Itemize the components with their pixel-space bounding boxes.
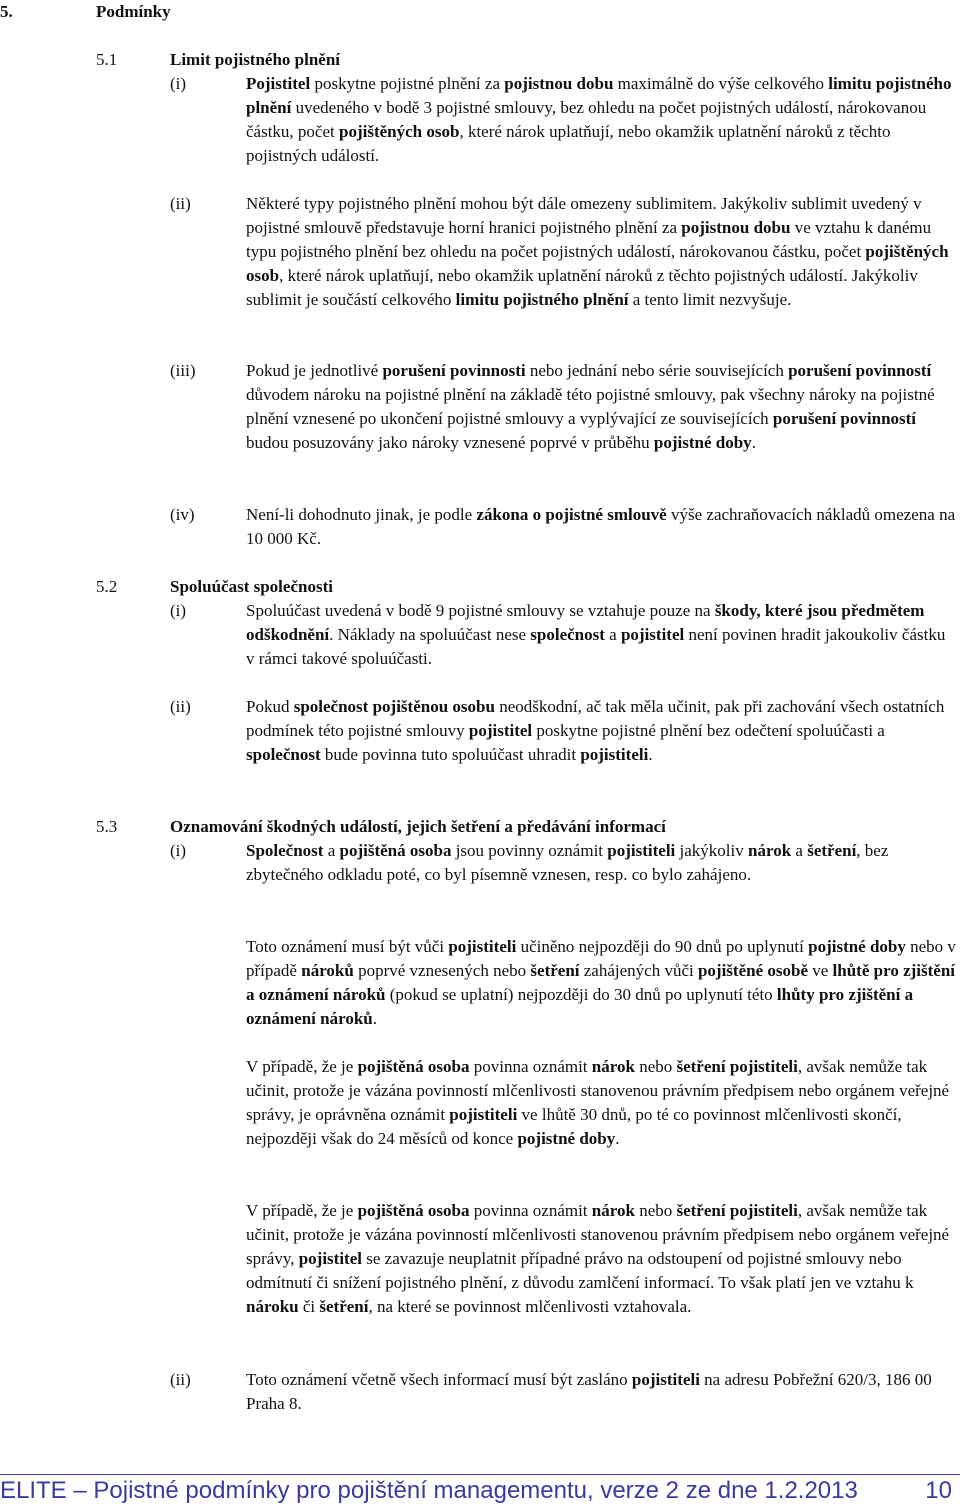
paragraph-text: Pokud společnost pojištěnou osobu neodškodní, ač tak měla učinit, pak při zachování všech ostatních podmínek této pojistné smlouvy pojistitel poskytne pojistné plnění bez odečtení spoluúčasti a společnost bude povinna tuto spoluúčast uhradit pojistiteli. xyxy=(246,697,945,764)
defined-term: šetření xyxy=(530,961,580,980)
item-label: (i) xyxy=(170,601,187,620)
chapter-heading xyxy=(0,0,171,24)
defined-term: pojistné doby xyxy=(808,937,906,956)
paragraph-5-1-iv xyxy=(246,503,956,551)
section-5-2-heading xyxy=(96,575,916,599)
paragraph-5-3-i-a xyxy=(246,839,956,887)
defined-term: pojištěná osoba xyxy=(339,841,452,860)
section-number: 5.1 xyxy=(96,50,118,69)
defined-term: porušení povinnosti xyxy=(382,361,526,380)
chapter-number: 5. xyxy=(0,2,13,21)
section-title: Oznamování škodných událostí, jejich šetření a předávání informací xyxy=(170,817,666,836)
paragraph-5-2-ii xyxy=(246,695,956,767)
defined-term: Pojistitel xyxy=(246,74,311,93)
defined-term: pojistitel xyxy=(298,1249,362,1268)
paragraph-5-3-i-d xyxy=(246,1199,956,1319)
defined-term: pojistitel xyxy=(620,625,685,644)
defined-term: škody, které jsou předmětem odškodnění xyxy=(246,601,925,644)
section-5-3-heading xyxy=(96,815,916,839)
defined-term: nároku xyxy=(246,1297,299,1316)
page-footer xyxy=(0,1474,960,1504)
section-title: Spoluúčast společnosti xyxy=(170,577,333,596)
defined-term: lhůty pro zjištění a oznámení nároků xyxy=(246,985,914,1028)
defined-term: pojištěná osoba xyxy=(357,1201,470,1220)
defined-term: pojistiteli xyxy=(449,1105,518,1124)
paragraph-5-1-i xyxy=(246,72,956,168)
defined-term: pojištěná osoba xyxy=(357,1057,470,1076)
defined-term: pojistiteli xyxy=(631,1370,700,1389)
defined-term: porušení povinností xyxy=(772,409,917,428)
defined-term: pojistitel xyxy=(468,721,533,740)
paragraph-text: Není-li dohodnuto jinak, je podle zákona o pojistné smlouvě výše zachraňovacích nákladů omezena na 10 000 Kč. xyxy=(246,505,956,548)
paragraph-5-1-iii xyxy=(246,359,956,455)
item-label: (iv) xyxy=(170,505,195,524)
defined-term: nárok xyxy=(591,1201,635,1220)
item-label: (ii) xyxy=(170,194,191,213)
paragraph-text: V případě, že je pojištěná osoba povinna oznámit nárok nebo šetření pojistiteli, avšak nemůže tak učinit, protože je vázána povinností mlčenlivosti stanovenou právním předpisem nebo orgánem veřejné správy, pojistitel se zavazuje neuplatnit případné právo na odstoupení od pojistné smlouvy nebo odmítnutí či snížení pojistného plnění, z důvodu zamlčení informací. To však platí jen ve vztahu k nároku či šetření, na které se povinnost mlčenlivosti vztahovala. xyxy=(246,1201,950,1316)
paragraph-text: Pojistitel poskytne pojistné plnění za pojistnou dobu maximálně do výše celkového limitu pojistného plnění uvedeného v bodě 3 pojistné smlouvy, bez ohledu na počet pojistných událostí, nárokovanou částku, počet pojištěných osob, které nárok uplatňují, nebo okamžik uplatnění nároků z těchto pojistných událostí. xyxy=(246,74,952,165)
defined-term: nároků xyxy=(301,961,354,980)
defined-term: pojistnou dobu xyxy=(681,218,791,237)
paragraph-text: Toto oznámení musí být vůči pojistiteli učiněno nejpozději do 90 dnů po uplynutí pojistné doby nebo v případě nároků poprvé vznesených nebo šetření zahájených vůči pojištěné osobě ve lhůtě pro zjištění a oznámení nároků (pokud se uplatní) nejpozději do 30 dnů po uplynutí této lhůty pro zjištění a oznámení nároků. xyxy=(246,937,956,1028)
paragraph-text: Společnost a pojištěná osoba jsou povinny oznámit pojistiteli jakýkoliv nárok a šetření, bez zbytečného odkladu poté, co byl písemně vznesen, resp. co bylo zahájeno. xyxy=(246,841,889,884)
defined-term: pojištěných osob xyxy=(339,122,460,141)
item-label: (ii) xyxy=(170,1370,191,1389)
defined-term: limitu pojistného plnění xyxy=(246,74,952,117)
defined-term: zákona o pojistné smlouvě xyxy=(476,505,667,524)
defined-term: pojistné doby xyxy=(517,1129,616,1148)
defined-term: šetření pojistiteli xyxy=(676,1057,798,1076)
item-label: (iii) xyxy=(170,361,196,380)
defined-term: nárok xyxy=(591,1057,635,1076)
defined-term: společnost xyxy=(246,745,321,764)
paragraph-5-3-ii xyxy=(246,1368,956,1416)
section-5-1-heading xyxy=(96,48,916,72)
paragraph-text: Některé typy pojistného plnění mohou být dále omezeny sublimitem. Jakýkoliv sublimit uvedený v pojistné smlouvě představuje horní hranici pojistného plnění za pojistnou dobu ve vztahu k danému typu pojistného plnění bez ohledu na počet pojistných událostí, nárokovanou částku, počet pojištěných osob, které nárok uplatňují, nebo okamžik uplatnění nároků z těchto pojistných událostí. Jakýkoliv sublimit je součástí celkového limitu pojistného plnění a tento limit nezvyšuje. xyxy=(246,194,949,309)
item-label: (ii) xyxy=(170,697,191,716)
paragraph-text: V případě, že je pojištěná osoba povinna oznámit nárok nebo šetření pojistiteli, avšak nemůže tak učinit, protože je vázána povinností mlčenlivosti stanovenou právním předpisem nebo orgánem veřejné správy, je oprávněna oznámit pojistiteli ve lhůtě 30 dnů, po té co povinnost mlčenlivosti skončí, nejpozději však do 24 měsíců od konce pojistné doby. xyxy=(246,1057,950,1148)
defined-term: pojištěných osob xyxy=(246,242,949,285)
page-number: 10 xyxy=(925,1477,952,1504)
defined-term: nárok xyxy=(748,841,792,860)
section-title: Limit pojistného plnění xyxy=(170,50,341,69)
defined-term: šetření pojistiteli xyxy=(676,1201,798,1220)
paragraph-text: Spoluúčast uvedená v bodě 9 pojistné smlouvy se vztahuje pouze na škody, které jsou předmětem odškodnění. Náklady na spoluúčast nese společnost a pojistitel není povinen hradit jakoukoliv částku v rámci takové spoluúčasti. xyxy=(246,601,946,668)
item-label: (i) xyxy=(170,841,187,860)
defined-term: společnost xyxy=(530,625,605,644)
paragraph-text: Toto oznámení včetně všech informací musí být zasláno pojistiteli na adresu Pobřežní 620/3, 186 00 Praha 8. xyxy=(246,1370,932,1413)
paragraph-5-2-i xyxy=(246,599,956,671)
chapter-title: Podmínky xyxy=(96,2,171,21)
section-number: 5.2 xyxy=(96,577,118,596)
paragraph-5-3-i-b xyxy=(246,935,956,1031)
section-number: 5.3 xyxy=(96,817,118,836)
defined-term: pojištěné osobě xyxy=(697,961,808,980)
defined-term: šetření xyxy=(807,841,857,860)
paragraph-text: Pokud je jednotlivé porušení povinnosti nebo jednání nebo série souvisejících porušení povinností důvodem nároku na pojistné plnění na základě této pojistné smlouvy, pak všechny nároky na pojistné plnění vznesené po ukončení pojistné smlouvy a vyplývající ze souvisejících porušení povinností budou posuzovány jako nároky vznesené poprvé v průběhu pojistné doby. xyxy=(246,361,935,452)
defined-term: pojistiteli xyxy=(607,841,676,860)
defined-term: pojistnou dobu xyxy=(504,74,614,93)
defined-term: lhůtě pro zjištění a oznámení nároků xyxy=(246,961,956,1004)
paragraph-5-1-ii xyxy=(246,192,956,312)
defined-term: limitu pojistného plnění xyxy=(455,290,629,309)
defined-term: pojistiteli xyxy=(448,937,517,956)
paragraph-5-3-i-c xyxy=(246,1055,956,1151)
defined-term: porušení povinností xyxy=(788,361,932,380)
defined-term: Společnost xyxy=(246,841,324,860)
defined-term: pojistiteli xyxy=(580,745,649,764)
footer-text: ELITE – Pojistné podmínky pro pojištění managementu, verze 2 ze dne 1.2.2013 xyxy=(0,1477,858,1504)
defined-term: šetření xyxy=(319,1297,369,1316)
item-label: (i) xyxy=(170,74,187,93)
defined-term: společnost pojištěnou osobu xyxy=(293,697,495,716)
defined-term: pojistné doby xyxy=(653,433,752,452)
